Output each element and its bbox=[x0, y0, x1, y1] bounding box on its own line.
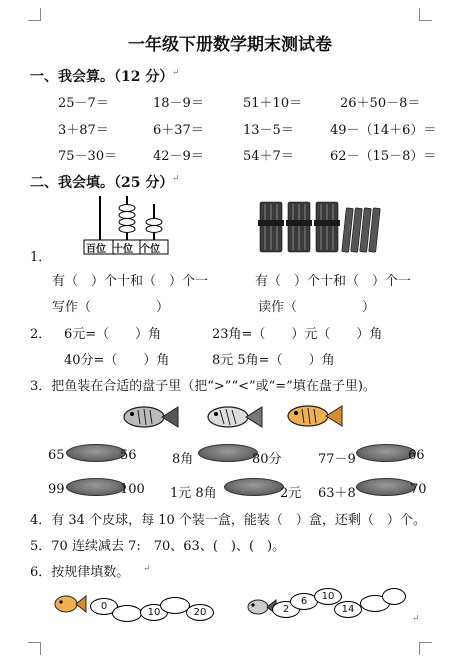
sequence-bubble: 2 bbox=[272, 601, 300, 618]
corner-mark-bottom-left bbox=[28, 642, 41, 655]
plate-blank[interactable] bbox=[356, 478, 416, 496]
sticks-bundles-illustration bbox=[256, 198, 386, 256]
plate-blank[interactable] bbox=[356, 444, 416, 462]
calc-item: 51＋10＝ bbox=[243, 96, 303, 111]
q2-item: 23角=（ ）元（ ）角 bbox=[212, 327, 383, 342]
question-4-text: 4．有 34 个皮球，每 10 个装一盒，能装（ ）盒，还剩（ ）个。 bbox=[30, 513, 426, 528]
compare-value: 77－9 bbox=[318, 452, 356, 467]
question-5-text: 5．70 连续减去 7: 70、63、( )、( )。 bbox=[30, 539, 286, 554]
sequence-bubble: 6 bbox=[290, 593, 318, 610]
calc-item: 49－（14＋6）＝ bbox=[330, 123, 437, 138]
return-mark: ↵ bbox=[143, 564, 151, 574]
question-3-text: 3．把鱼装在合适的盘子里（把“>”“<”或“=”填在盘子里)。 bbox=[30, 379, 376, 394]
section2-heading: 二、我会填。（25 分） bbox=[30, 175, 174, 191]
calc-item: 26＋50－8＝ bbox=[340, 96, 421, 111]
q1-right-line1: 有（ ）个十和（ ）个一 bbox=[255, 274, 412, 289]
question-2-number: 2． bbox=[30, 327, 52, 342]
compare-value: 56 bbox=[120, 448, 137, 463]
plate-blank[interactable] bbox=[66, 478, 126, 496]
question-1-number: 1． bbox=[30, 250, 52, 265]
q2-item: 40分=（ ）角 bbox=[64, 353, 170, 368]
compare-value: 100 bbox=[120, 482, 145, 497]
question-6-text: 6．按规律填数。 bbox=[30, 565, 130, 580]
q1-left-line1: 有（ ）个十和（ ）个一 bbox=[52, 274, 209, 289]
q1-right-line2: 读作（ ） bbox=[258, 300, 376, 315]
fish-right-icon bbox=[282, 400, 344, 432]
calc-item: 54＋7＝ bbox=[243, 149, 294, 164]
corner-mark-bottom-right bbox=[419, 642, 432, 655]
fish-small-left-icon bbox=[52, 590, 88, 618]
calc-item: 75－30＝ bbox=[58, 149, 118, 164]
sequence-bubble: 14 bbox=[334, 601, 362, 618]
return-mark: ↵ bbox=[412, 614, 420, 624]
calc-item: 25－7＝ bbox=[58, 96, 109, 111]
sequence-bubble: 10 bbox=[140, 604, 168, 621]
calc-item: 13－5＝ bbox=[243, 123, 294, 138]
corner-mark-top-right bbox=[419, 8, 432, 21]
q2-item: 8元 5角=（ ）角 bbox=[212, 353, 335, 368]
fish-left-icon bbox=[118, 402, 180, 432]
calc-item: 62－（15－8）＝ bbox=[330, 149, 437, 164]
compare-value: 1元 8角 bbox=[170, 486, 217, 501]
page-title: 一年级下册数学期末测试卷 bbox=[128, 35, 332, 55]
calc-item: 6＋37＝ bbox=[153, 123, 204, 138]
abacus-label-tens: 十位 bbox=[113, 244, 133, 255]
q2-item: 6元=（ ）角 bbox=[64, 327, 162, 342]
sequence-bubble: 10 bbox=[314, 588, 342, 605]
sequence-bubble-blank[interactable] bbox=[112, 605, 142, 622]
compare-value: 8角 bbox=[172, 452, 194, 467]
plate-blank[interactable] bbox=[66, 444, 126, 462]
compare-value: 99 bbox=[48, 482, 65, 497]
calc-item: 3＋87＝ bbox=[58, 123, 109, 138]
sequence-bubble: 0 bbox=[90, 598, 118, 615]
compare-value: 63＋8 bbox=[318, 486, 356, 501]
fish-middle-icon bbox=[202, 402, 264, 432]
corner-mark-top-left bbox=[28, 8, 41, 21]
return-mark: ↵ bbox=[172, 68, 180, 78]
compare-value: 70 bbox=[410, 482, 427, 497]
sequence-bubble: 20 bbox=[186, 604, 214, 621]
compare-value: 65 bbox=[48, 448, 65, 463]
compare-value: 2元 bbox=[280, 486, 302, 501]
plate-blank[interactable] bbox=[224, 478, 284, 496]
calc-item: 42－9＝ bbox=[153, 149, 204, 164]
section1-heading: 一、我会算。（12 分） bbox=[30, 69, 174, 85]
abacus-label-hundreds: 百位 bbox=[86, 244, 106, 255]
abacus-label-ones: 个位 bbox=[140, 244, 160, 255]
compare-value: 66 bbox=[408, 448, 425, 463]
compare-value: 80分 bbox=[252, 452, 282, 467]
return-mark: ↵ bbox=[172, 174, 180, 184]
plate-blank[interactable] bbox=[198, 444, 258, 462]
calc-item: 18－9＝ bbox=[153, 96, 204, 111]
q1-left-line2: 写作（ ） bbox=[52, 300, 170, 315]
sequence-bubble-blank[interactable] bbox=[382, 588, 406, 605]
